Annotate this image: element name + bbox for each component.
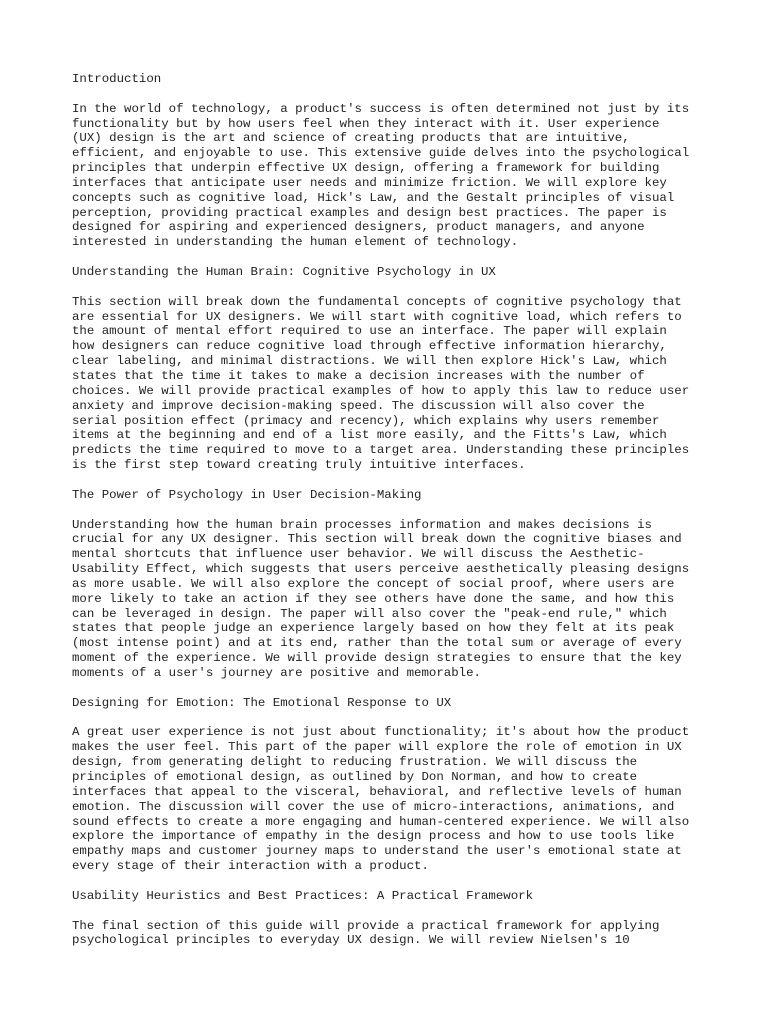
section-paragraph: [72, 102, 712, 250]
paragraph-line: states that people judge an experience largely based on how they felt at its peak: [72, 621, 675, 636]
paragraph-line: perception, providing practical examples and design best practices. The paper is: [72, 205, 667, 220]
document-body: [72, 72, 712, 948]
paragraph-line: predicts the time required to move to a target area. Understanding these principles: [72, 443, 690, 458]
paragraph-line: anxiety and improve decision-making speed. The discussion will also cover the: [72, 398, 645, 413]
paragraph-line: as more usable. We will also explore the concept of social proof, where users are: [72, 576, 675, 591]
section-heading: Understanding the Human Brain: Cognitive Psychology in UX: [72, 265, 496, 280]
section-heading: The Power of Psychology in User Decision-Making: [72, 487, 422, 502]
section-paragraph: [72, 295, 712, 473]
section-paragraph: [72, 725, 712, 873]
paragraph-line: the amount of mental effort required to use an interface. The paper will explain: [72, 324, 667, 339]
paragraph-line: sound effects to create a more engaging and human-centered experience. We will also: [72, 814, 690, 829]
paragraph-line: crucial for any UX designer. This section will break down the cognitive biases and: [72, 532, 682, 547]
paragraph-line: psychological principles to everyday UX design. We will review Nielsen's 10: [72, 933, 630, 948]
spacer: [72, 280, 712, 295]
paragraph-line: can be leveraged in design. The paper will also cover the "peak-end rule," which: [72, 606, 667, 621]
spacer: [72, 87, 712, 102]
spacer: [72, 473, 712, 488]
paragraph-line: choices. We will provide practical examples of how to apply this law to reduce user: [72, 383, 690, 398]
paragraph-line: In the world of technology, a product's success is often determined not just by its: [72, 101, 690, 116]
paragraph-line: empathy maps and customer journey maps to understand the user's emotional state at: [72, 844, 682, 859]
section-paragraph: [72, 518, 712, 681]
paragraph-line: moment of the experience. We will provide design strategies to ensure that the key: [72, 651, 682, 666]
spacer: [72, 711, 712, 726]
paragraph-line: (most intense point) and at its end, rather than the total sum or average of every: [72, 636, 682, 651]
section-paragraph: [72, 919, 712, 949]
spacer: [72, 250, 712, 265]
paragraph-line: makes the user feel. This part of the paper will explore the role of emotion in UX: [72, 740, 682, 755]
paragraph-line: design, from generating delight to reducing frustration. We will discuss the: [72, 755, 638, 770]
paragraph-line: more likely to take an action if they see others have done the same, and how this: [72, 591, 675, 606]
paragraph-line: principles of emotional design, as outlined by Don Norman, and how to create: [72, 769, 638, 784]
section-heading: Usability Heuristics and Best Practices: A Practical Framework: [72, 888, 534, 903]
paragraph-line: items at the beginning and end of a list more easily, and the Fitts's Law, which: [72, 428, 667, 443]
paragraph-line: A great user experience is not just about functionality; it's about how the product: [72, 725, 690, 740]
spacer: [72, 681, 712, 696]
spacer: [72, 904, 712, 919]
paragraph-line: functionality but by how users feel when they interact with it. User experience: [72, 116, 660, 131]
paragraph-line: how designers can reduce cognitive load through effective information hierarchy,: [72, 339, 667, 354]
paragraph-line: are essential for UX designers. We will start with cognitive load, which refers to: [72, 309, 682, 324]
paragraph-line: efficient, and enjoyable to use. This extensive guide delves into the psychological: [72, 146, 690, 161]
paragraph-line: moments of a user's journey are positive and memorable.: [72, 665, 481, 680]
paragraph-line: interested in understanding the human element of technology.: [72, 235, 519, 250]
section-heading: Introduction: [72, 72, 162, 86]
paragraph-line: designed for aspiring and experienced designers, product managers, and anyone: [72, 220, 645, 235]
paragraph-line: principles that underpin effective UX design, offering a framework for building: [72, 161, 660, 176]
paragraph-line: Understanding how the human brain processes information and makes decisions is: [72, 517, 652, 532]
paragraph-line: The final section of this guide will provide a practical framework for applying: [72, 918, 660, 933]
paragraph-line: is the first step toward creating truly intuitive interfaces.: [72, 458, 526, 473]
paragraph-line: serial position effect (primacy and recency), which explains why users remember: [72, 413, 660, 428]
paragraph-line: clear labeling, and minimal distractions. We will then explore Hick's Law, which: [72, 354, 667, 369]
paragraph-line: Usability Effect, which suggests that users perceive aesthetically pleasing designs: [72, 562, 690, 577]
paragraph-line: every stage of their interaction with a product.: [72, 859, 429, 874]
paragraph-line: mental shortcuts that influence user behavior. We will discuss the Aesthetic-: [72, 547, 645, 562]
paragraph-line: This section will break down the fundamental concepts of cognitive psychology that: [72, 294, 682, 309]
spacer: [72, 874, 712, 889]
paragraph-line: concepts such as cognitive load, Hick's Law, and the Gestalt principles of visual: [72, 190, 675, 205]
spacer: [72, 503, 712, 518]
section-heading: Designing for Emotion: The Emotional Response to UX: [72, 695, 452, 710]
paragraph-line: (UX) design is the art and science of creating products that are intuitive,: [72, 131, 630, 146]
paragraph-line: explore the importance of empathy in the design process and how to use tools like: [72, 829, 675, 844]
paragraph-line: emotion. The discussion will cover the use of micro-interactions, animations, and: [72, 799, 675, 814]
paragraph-line: interfaces that appeal to the visceral, behavioral, and reflective levels of human: [72, 784, 682, 799]
paragraph-line: states that the time it takes to make a decision increases with the number of: [72, 369, 645, 384]
paragraph-line: interfaces that anticipate user needs and minimize friction. We will explore key: [72, 175, 667, 190]
